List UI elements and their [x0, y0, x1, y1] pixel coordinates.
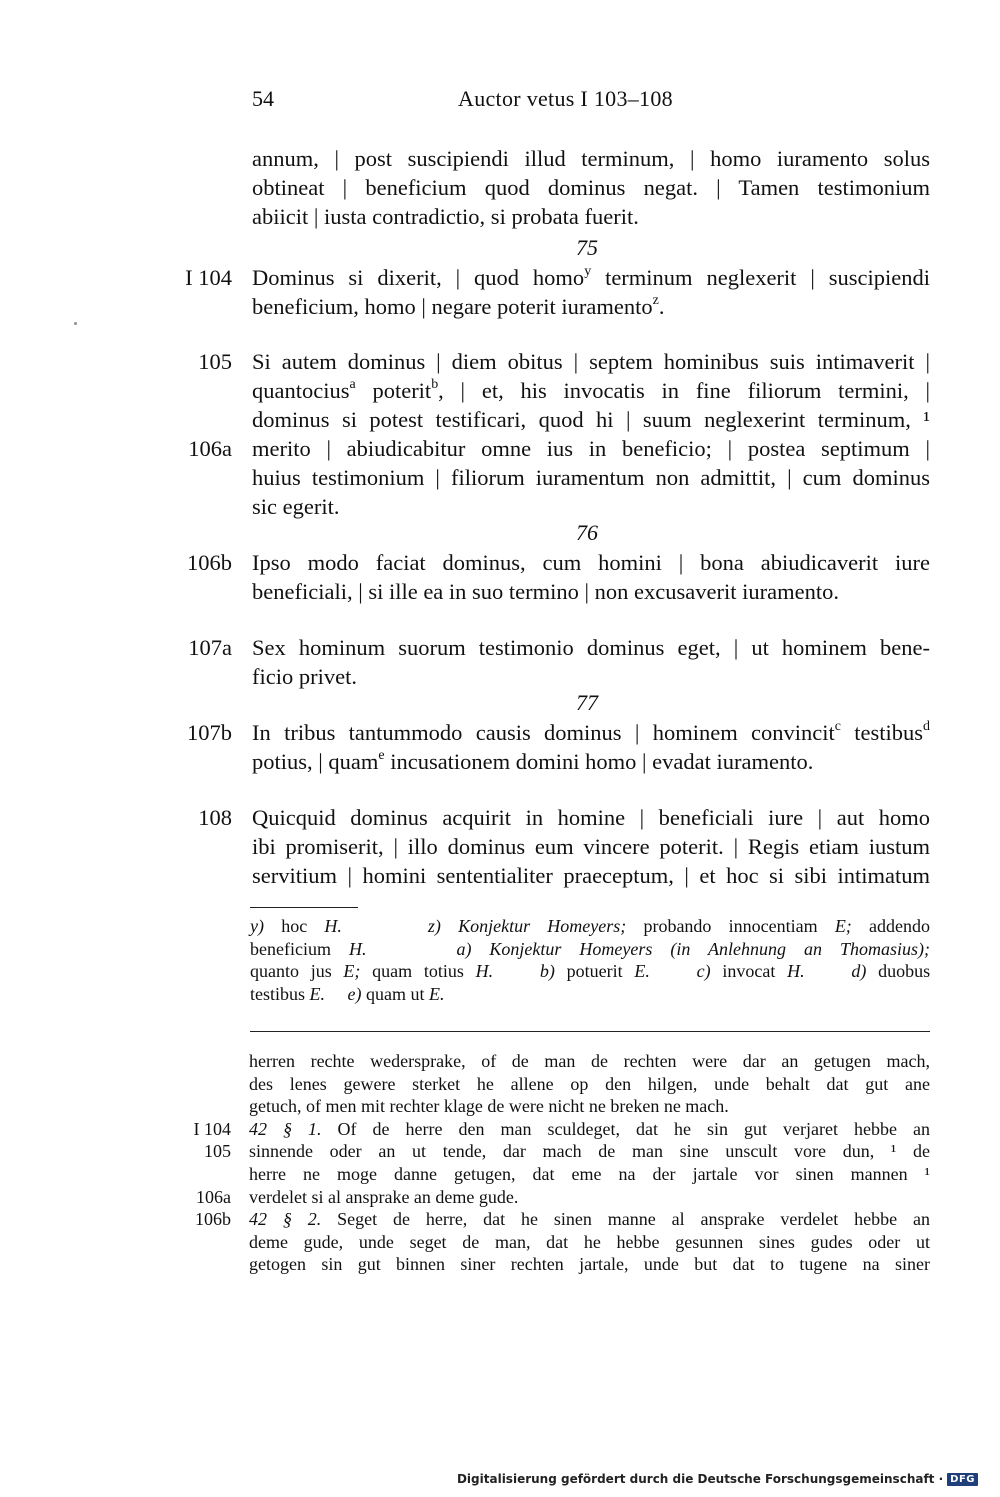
dfg-logo: DFG: [947, 1473, 978, 1486]
scan-speck: [74, 322, 77, 325]
text-line: obtineat | beneficium quod dominus negat. | Tamen testimonium: [252, 175, 930, 200]
text-line: abiicit | iusta contradictio, si probata fuerit.: [252, 204, 639, 229]
latin-text: [0, 144, 1000, 231]
latin-paragraph-107b: 107b In tribus tantummodo causis dominus | hominem convincit$^c$ testibus$^d$ potius, | quam$^e$ incusationem domini homo | evadat iuramento.: [0, 718, 1000, 776]
paragraph-marker: 105: [204, 1141, 231, 1162]
text-line: herre ne moge danne getugen, dat eme na der jartale vor sinen mannen ¹: [249, 1163, 930, 1184]
text-line: Quicquid dominus acquirit in homine | beneficiali iure | aut homo: [252, 805, 930, 830]
page-number: 54: [252, 86, 274, 111]
footnote-line: y) hoc H. z) Konjektur Homeyers; probando innocentiam E; addendo: [250, 916, 930, 936]
paragraph-marker: I 104: [185, 265, 232, 290]
paragraph-marker: 106b: [195, 1209, 231, 1230]
paragraph-marker: I 104: [193, 1118, 231, 1139]
text-line: getuch, of men mit rechter klage de were nicht ne breken ne mach.: [249, 1096, 729, 1117]
paragraph-marker: 107b: [187, 720, 232, 745]
footnote-ref: c: [834, 719, 841, 735]
text-line: dominus si potest testificari, quod hi | suum neglexerint terminum, ¹: [252, 407, 930, 432]
footnote-line: testibus E. e) quam ut E.: [250, 983, 445, 1004]
paragraph-marker: 107a: [188, 635, 232, 660]
footnote-ref: b: [431, 377, 439, 393]
text-line: herren rechte wedersprake, of de man de rechten were dar an getugen mach,: [249, 1051, 930, 1071]
footnotes: [250, 915, 930, 1005]
paragraph-marker: 106b: [187, 550, 232, 575]
paragraph-marker: 108: [198, 805, 232, 830]
paragraph-marker: 106a: [188, 436, 232, 461]
text-line: annum, | post suscipiendi illud terminum, | homo iuramento solus: [252, 146, 930, 171]
text-line: verdelet si al ansprake an deme gude.: [249, 1186, 519, 1207]
text-line: Sex hominum suorum testimonio dominus eget, | ut hominem bene-: [252, 635, 930, 660]
digitization-credit: [457, 1472, 978, 1486]
footnote-line: beneficium H. a) Konjektur Homeyers (in Anlehnung an Thomasius);: [250, 938, 931, 959]
latin-paragraph-105: 105 Si autem dominus | diem obitus | septem hominibus suis intimaverit | quantocius$^a$ poterit$^b$, | et, his invocatis in fine filiorum termini, | dominus si potest testificari, quod hi | suum neglexerint terminum, ¹ 106a merito | abiudicabitur omne ius in beneficio; | postea septimum | huius testimonium | filiorum iuramentum non admittit, | cum dominus sic egerit.: [0, 347, 1000, 521]
text-line: huius testimonium | filiorum iuramentum non admittit, | cum dominus: [252, 465, 930, 490]
credit-text: Digitalisierung gefördert durch die Deutsche Forschungsgemeinschaft ·: [456, 1472, 944, 1486]
footnote-ref: e: [378, 748, 385, 764]
text-line: sinnende oder an ut tende, dar mach de man sine unscult vore dun, ¹ de: [249, 1141, 930, 1162]
paragraph-marker: 105: [198, 349, 232, 374]
footnote-rule: [250, 907, 358, 908]
latin-paragraph-106b: [0, 548, 1000, 606]
text-line: servitium | homini sententialiter praeceptum, | et hoc si sibi intimatum: [252, 863, 930, 888]
text-line: beneficiali, | si ille ea in suo termino | non excusaverit iuramento.: [252, 579, 839, 604]
text-line: sic egerit.: [252, 494, 340, 519]
latin-paragraph-108: [0, 803, 1000, 890]
footnote-line: quanto jus E; quam totius H. b) potuerit E. c) invocat H. d) duobus: [250, 961, 931, 981]
latin-paragraph-104: I 104 Dominus si dixerit, | quod homo$^y$ terminum neglexerit | suscipiendi beneficium, homo | negare poterit iuramento$^z$.: [0, 263, 1000, 321]
footnote-ref: y: [584, 264, 592, 280]
footnote-ref: d: [923, 719, 930, 735]
section-rule: [250, 1031, 930, 1032]
paragraph-marker: 106a: [196, 1186, 231, 1207]
text-line: deme gude, unde seget de man, dat he hebbe gesunnen sines gudes oder ut: [249, 1231, 930, 1252]
footnote-ref: z: [652, 293, 659, 309]
text-line: Ipso modo faciat dominus, cum homini | bona abiudicaverit iure: [252, 550, 930, 575]
text-line: ficio privet.: [252, 664, 357, 689]
latin-paragraph-107a: [0, 633, 1000, 691]
german-text: herren rechte wedersprake, of de man de rechten were dar an getugen mach, des lenes gewere sterket he allene op den hilgen, unde behalt dat gut ane getuch, of men mit rechter klage de were nicht ne breken ne mach. I 104 42 § 1. Of de herre den man sculdeget, dat he sin gut verjaret hebbe an 105 sinnende oder an ut tende, dar mach de man sine unscult vore dun, ¹ de herre ne moge danne getugen, dat eme na der jartale vor sinen mannen ¹ 106a verdelet si al ansprake an deme gude. 106b 42 § 2. Seget de herre, dat he sinen manne al ansprake verdelet hebbe an deme gude, unde seget de man, dat he hebbe gesunnen sines gudes oder ut getogen sin gut binnen siner rechten jartale, unde but dat to tugene na siner: [0, 1050, 1000, 1276]
latin-paragraph-103: [0, 144, 1000, 231]
footnote-ref: a: [349, 377, 356, 393]
text-line: ibi promiserit, | illo dominus eum vincere poterit. | Regis etiam iustum: [252, 834, 930, 859]
text-line: Si autem dominus | diem obitus | septem hominibus suis intimaverit |: [252, 349, 930, 374]
text-line: des lenes gewere sterket he allene op den hilgen, unde behalt dat gut ane: [249, 1073, 930, 1094]
document-page: 54 Auctor vetus I 103–108 annum, | post suscipiendi illud terminum, | homo iuramento solus obtineat | beneficium quod dominus negat. | Tamen testimonium abiicit | iusta contradictio, si probata fuerit. 75 I 104 Dominus si dixerit, | quod homo$^y$ terminum neglexerit | suscipiendi beneficium, homo | negare poterit iuramento$^z$. 105 Si autem dominus | diem obitus | septem hominibus suis intimaverit | quantocius$^a$ poterit$^b$, | et, his invocatis in fine filiorum termini, | dominus si potest testificari, quod hi | suum neglexerint terminum, ¹ 106a merito | abiudicabitur omne ius in beneficio; | postea septimum | huius testimonium | filiorum iuramentum non admittit, | cum dominus sic egerit. 76 106b Ipso modo faciat dominus, cum homini | bona abiudicaverit iure beneficiali, | si ille ea in suo termino | non excusaverit iuramento. 107a Sex hominum suorum testimonio dominus eget, | ut hominem bene- ficio privet. 77 107b In tribus tantummodo causis dominus | hominem convincit$^c$ testibus$^d$ potius, | quam$^e$ incusationem domini homo | evadat iuramento. 108 Quicquid dominus acquirit in homine | beneficiali iure | aut homo ibi promiserit, | illo dominus eum vincere poterit. | Regis etiam iustum servitium | homini sententialiter praeceptum, | et hoc si sibi intimatum y) hoc H. z) Konjektur Homeyers; probando innocentiam E; addendo beneficium H. a) Konjektur Homeyers (in Anlehnung an Thomasius); quanto jus E; quam totius H. b) potuerit E. c) invocat H. d) duobus testibus E. e) quam ut E. herren rechte wedersprake, of de man de rechten were dar an getugen mach, des lenes gewere sterket he allene op den hilgen, unde behalt dat gut ane getuch, of men mit rechter klage de were nicht ne breken ne mach. I 104 42 § 1. Of de herre den man sculdeget, dat he sin gut verjaret hebbe an 105 sinnende oder an ut tende, dar mach de man sine unscult vore dun, ¹ de herre ne moge danne getugen, dat eme na der jartale vor sinen mannen ¹ 106a verdelet si al ansprake an deme gude. 106b 42 § 2. Seget de herre, dat he sinen manne al ansprake verdelet hebbe an deme gude, unde seget de man, dat he hebbe gesunnen sines gudes oder ut getogen sin gut binnen siner rechten jartale, unde but dat to tugene na siner Digitalisierung gefördert durch die Deutsche Forschungsgemeinschaft · DFG: [0, 0, 1000, 1497]
text-line: merito | abiudicabitur omne ius in beneficio; | postea septimum |: [252, 436, 930, 461]
running-head: [0, 86, 1000, 120]
text-line: getogen sin gut binnen siner rechten jartale, unde but dat to tugene na siner: [249, 1254, 930, 1275]
running-title: Auctor vetus I 103–108: [458, 86, 673, 111]
